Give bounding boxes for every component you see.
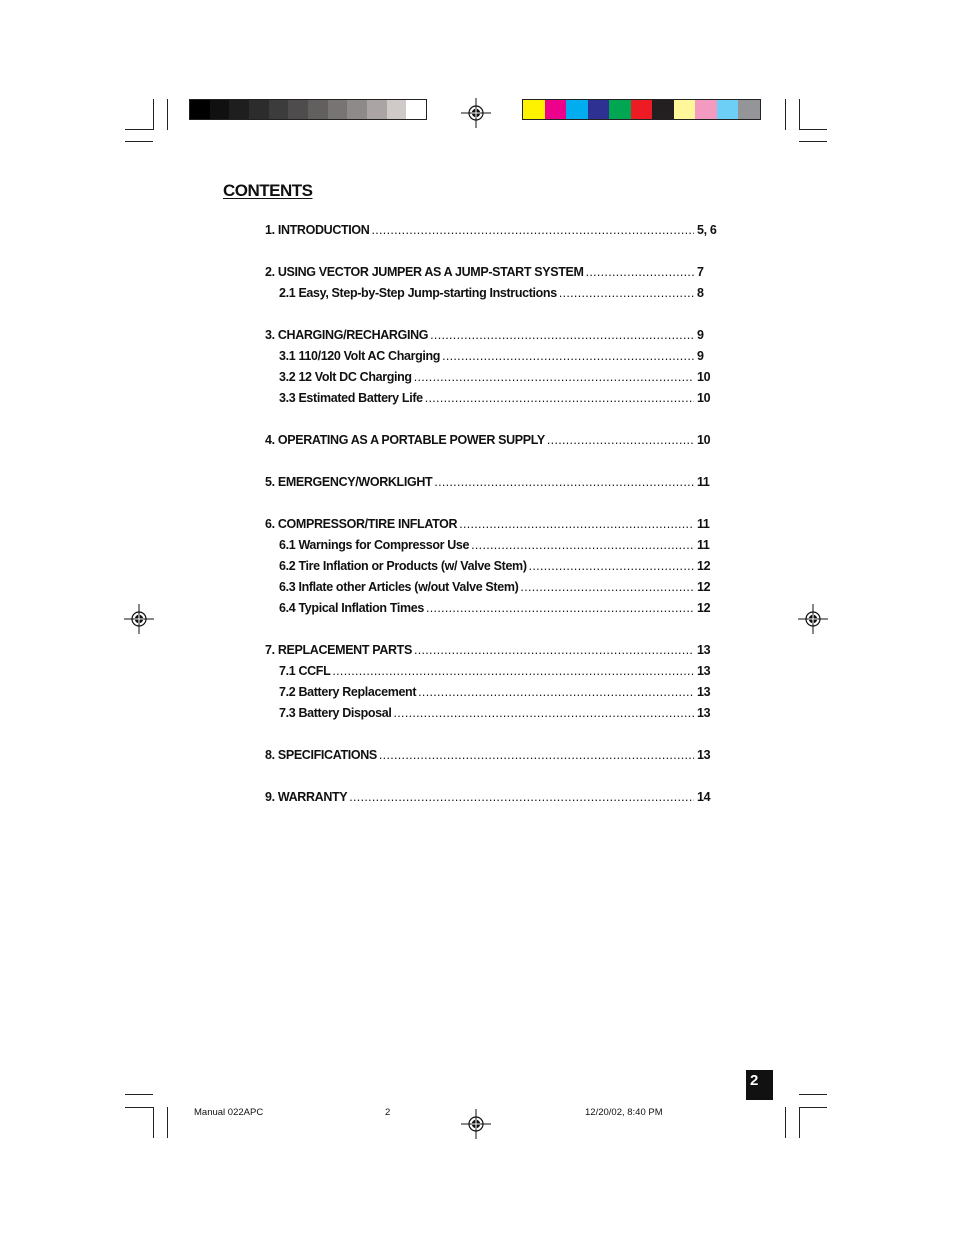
- toc-entry-label: 7.2 Battery Replacement: [279, 685, 417, 699]
- footer-sheet-number: 2: [385, 1107, 391, 1118]
- toc-dot-leader: [379, 745, 694, 766]
- registration-mark-icon: [461, 98, 491, 128]
- toc-entry-page: 7: [697, 265, 704, 279]
- toc-dot-leader: [414, 367, 694, 388]
- table-of-contents: [265, 220, 725, 808]
- toc-entry-label: 6.3 Inflate other Articles (w/out Valve Stem): [279, 580, 519, 594]
- swatch: [406, 100, 426, 119]
- swatch: [269, 100, 289, 119]
- toc-dot-leader: [430, 325, 694, 346]
- toc-dot-leader: [434, 472, 694, 493]
- swatch: [738, 100, 760, 119]
- toc-entry-label: 6. COMPRESSOR/TIRE INFLATOR: [265, 517, 458, 531]
- toc-entry-page: 13: [697, 706, 711, 720]
- toc-entry-label: 6.2 Tire Inflation or Products (w/ Valve Stem): [279, 559, 527, 573]
- toc-entry-page: 9: [697, 349, 704, 363]
- toc-entry-page: 10: [697, 433, 711, 447]
- toc-entry-label: 3.1 110/120 Volt AC Charging: [279, 349, 441, 363]
- toc-entry-label: 8. SPECIFICATIONS: [265, 748, 377, 762]
- swatch: [588, 100, 610, 119]
- toc-dot-leader: [394, 703, 695, 724]
- toc-entry: [265, 388, 725, 409]
- toc-entry-page: 5, 6: [697, 223, 717, 237]
- toc-entry-page: 11: [697, 517, 710, 531]
- grayscale-calibration-bar: [189, 99, 427, 120]
- toc-dot-leader: [349, 787, 694, 808]
- toc-dot-leader: [471, 535, 694, 556]
- toc-entry-page: 11: [697, 475, 710, 489]
- toc-entry: [265, 703, 725, 724]
- swatch: [695, 100, 717, 119]
- toc-entry-page: 10: [697, 370, 711, 384]
- toc-entry-page: 9: [697, 328, 704, 342]
- swatch: [387, 100, 407, 119]
- footer-file-name: Manual 022APC: [194, 1107, 264, 1118]
- toc-dot-leader: [520, 577, 694, 598]
- toc-entry-page: 12: [697, 580, 711, 594]
- toc-entry: [265, 346, 725, 367]
- toc-dot-leader: [529, 556, 694, 577]
- toc-entry: [265, 514, 725, 535]
- toc-dot-leader: [332, 661, 694, 682]
- toc-dot-leader: [425, 388, 694, 409]
- swatch: [249, 100, 269, 119]
- toc-entry: [265, 577, 725, 598]
- toc-entry: [265, 787, 725, 808]
- toc-entry-page: 13: [697, 685, 711, 699]
- swatch: [717, 100, 739, 119]
- toc-entry-page: 12: [697, 601, 711, 615]
- toc-dot-leader: [547, 430, 694, 451]
- toc-entry-page: 13: [697, 748, 711, 762]
- swatch: [566, 100, 588, 119]
- toc-entry: [265, 262, 725, 283]
- toc-dot-leader: [586, 262, 694, 283]
- swatch: [523, 100, 545, 119]
- toc-entry: [265, 283, 725, 304]
- toc-dot-leader: [442, 346, 694, 367]
- toc-entry-label: 1. INTRODUCTION: [265, 223, 370, 237]
- toc-entry: [265, 220, 725, 241]
- toc-entry: [265, 682, 725, 703]
- swatch: [631, 100, 653, 119]
- toc-entry: [265, 556, 725, 577]
- swatch: [210, 100, 230, 119]
- toc-entry: [265, 745, 725, 766]
- footer-timestamp: 12/20/02, 8:40 PM: [585, 1107, 663, 1118]
- color-calibration-bar: [522, 99, 761, 120]
- toc-entry-label: 7. REPLACEMENT PARTS: [265, 643, 412, 657]
- toc-dot-leader: [426, 598, 694, 619]
- swatch: [308, 100, 328, 119]
- toc-dot-leader: [418, 682, 694, 703]
- toc-entry-label: 9. WARRANTY: [265, 790, 348, 804]
- toc-entry-page: 11: [697, 538, 710, 552]
- toc-entry-label: 4. OPERATING AS A PORTABLE POWER SUPPLY: [265, 433, 545, 447]
- toc-entry: [265, 535, 725, 556]
- swatch: [674, 100, 696, 119]
- toc-entry-label: 3. CHARGING/RECHARGING: [265, 328, 429, 342]
- swatch: [609, 100, 631, 119]
- toc-entry-label: 7.1 CCFL: [279, 664, 331, 678]
- swatch: [190, 100, 210, 119]
- swatch: [229, 100, 249, 119]
- toc-entry-label: 3.2 12 Volt DC Charging: [279, 370, 412, 384]
- swatch: [367, 100, 387, 119]
- toc-entry-page: 12: [697, 559, 711, 573]
- toc-entry-page: 13: [697, 643, 711, 657]
- toc-entry: [265, 430, 725, 451]
- toc-entry-label: 6.4 Typical Inflation Times: [279, 601, 424, 615]
- toc-entry-label: 6.1 Warnings for Compressor Use: [279, 538, 470, 552]
- toc-dot-leader: [371, 220, 694, 241]
- toc-entry-label: 2.1 Easy, Step-by-Step Jump-starting Instructions: [279, 286, 557, 300]
- toc-dot-leader: [459, 514, 694, 535]
- toc-entry-page: 8: [697, 286, 704, 300]
- toc-entry-page: 14: [697, 790, 711, 804]
- toc-entry: [265, 640, 725, 661]
- toc-entry-label: 3.3 Estimated Battery Life: [279, 391, 423, 405]
- swatch: [288, 100, 308, 119]
- toc-entry: [265, 325, 725, 346]
- swatch: [347, 100, 367, 119]
- registration-mark-icon: [124, 604, 154, 634]
- toc-entry: [265, 598, 725, 619]
- swatch: [328, 100, 348, 119]
- toc-dot-leader: [559, 283, 694, 304]
- registration-mark-icon: [798, 604, 828, 634]
- toc-dot-leader: [414, 640, 694, 661]
- swatch: [545, 100, 567, 119]
- toc-entry-page: 13: [697, 664, 711, 678]
- registration-mark-icon: [461, 1109, 491, 1139]
- toc-entry-page: 10: [697, 391, 711, 405]
- toc-entry-label: 5. EMERGENCY/WORKLIGHT: [265, 475, 433, 489]
- toc-entry-label: 7.3 Battery Disposal: [279, 706, 392, 720]
- toc-entry: [265, 367, 725, 388]
- toc-entry: [265, 661, 725, 682]
- page-number-badge: 2: [746, 1070, 773, 1100]
- toc-entry-label: 2. USING VECTOR JUMPER AS A JUMP-START SYSTEM: [265, 265, 584, 279]
- toc-entry: [265, 472, 725, 493]
- page-title: CONTENTS: [223, 181, 313, 200]
- swatch: [652, 100, 674, 119]
